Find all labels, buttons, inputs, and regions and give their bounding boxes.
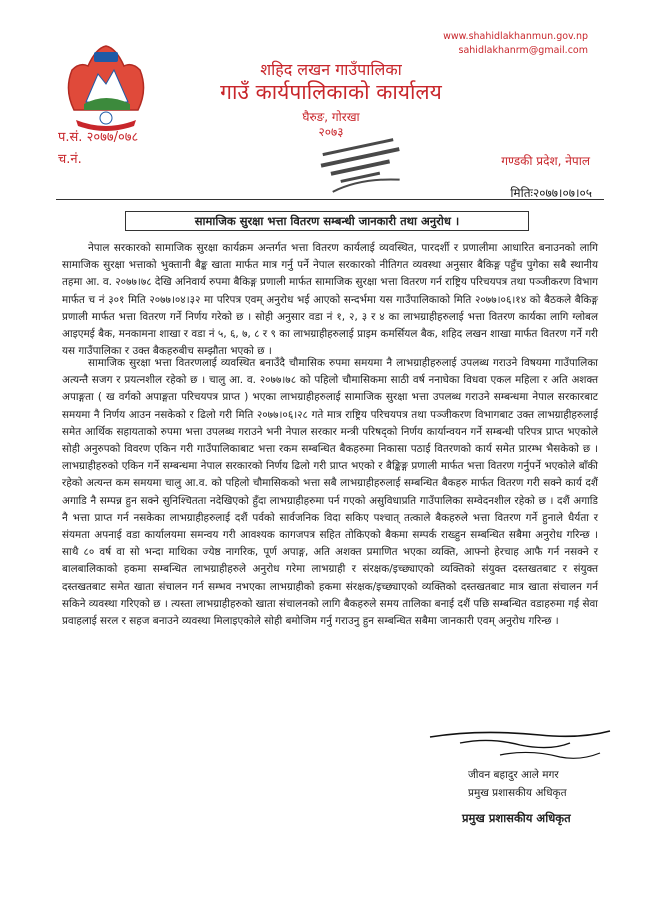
year-text: २०७३	[318, 125, 344, 139]
subject-box: सामाजिक सुरक्षा भत्ता वितरण सम्बन्धी जानकारी तथा अनुरोध ।	[125, 211, 529, 231]
signatory-stamp-title: प्रमुख प्रशासकीय अधिकृत	[462, 811, 571, 825]
province-name: गण्डकी प्रदेश, नेपाल	[501, 154, 590, 168]
office-stamp-icon	[318, 131, 408, 201]
org-name: शहिद लखन गाउँपालिका	[260, 60, 402, 79]
website-text: www.shahidlakhanmun.gov.np	[443, 31, 588, 42]
place-text: घैरुङ, गोरखा	[302, 110, 360, 124]
office-name: गाउँ कार्यपालिकाको कार्यालय	[220, 80, 442, 104]
handwritten-signature-icon	[420, 725, 620, 765]
body-paragraph-2: सामाजिक सुरक्षा भत्ता वितरणलाई व्यवस्थित बनाउँदै चौमासिक रुपमा समयमा नै लाभग्राहीहरुलाई उपलब्ध गराउने विषयमा गाउँपालिका अत्यन्तै सजग र प्रयत्नशील रहेको छ । चालु आ. व. २०७७।७८ को पहिलो चौमासिकमा साठी वर्ष ननाघेका विधवा एकल महिला र अति अशक्त अपाङ्गता ( ख वर्गको अपाङ्गता परिचयपत्र प्राप्त ) भएका लाभग्राहीहरुलाई सामाजिक सुरक्षा भत्ता उपलब्ध गराउने सम्बन्धमा नेपाल सरकारबाट समयमा नै निर्णय आउन नसकेको र ढिलो गरी मिति २०७७।०६।२८ गते मात्र राष्ट्रिय परिचयपत्र तथा पञ्जीकरण विभागबाट उक्त लाभग्राहीहरुलाई समेत आर्थिक सहायताको रुपमा भत्ता उपलब्ध गराउने भनी नेपाल सरकार मन्त्री परिषद्को निर्णय कार्यान्वयन गर्ने सम्बन्धी परिपत्र प्राप्त भएकोले सोही अनुरुपको विवरण एकिन गरी गाउँपालिकाबाट भत्ता रकम सम्बन्धित बैकहरुमा निकासा पठाई वितरणको कार्य समेत प्रारम्भ भैसकेको छ । लाभग्राहीहरुको एकिन गर्ने सम्बन्धमा नेपाल सरकारको निर्णय ढिलो गरी प्राप्त भएको र बैङ्किङ्ग प्रणाली मार्फत भत्ता वितरण गर्नुपर्ने भएकोले बाँकी रहेको अत्यन्त कम समयमा चालु आ.व. को पहिलो चौमासिकको भत्ता सबै लाभग्राहीहरुलाई सम्बन्धित बैकहरु मार्फत वितरण गरी सक्ने कार्य दशैं अगाडि नै सम्पन्न हुन सक्ने सुनिश्चितता नदेखिएको हुँदा लाभग्राहीहरुमा पर्न गएको असुविधाप्रति गाउँपालिका सम्वेदनशील रहेको छ । दशैं अगाडि नै भत्ता प्राप्त गर्न नसकेका लाभग्राहीहरुलाई दशैं पर्वको सार्वजनिक विदा सकिए पश्चात् तत्काले बैकहरुले भत्ता वितरण गर्ने हुनाले धैर्यता र संयमता अपनाई वडा कार्यालयमा समन्वय गरी आवश्यक कागजपत्र सहित तोकिएको बैकमा सम्पर्क राख्हुन सम्बन्धित सबैमा अनुरोध गरिन्छ । साथै ८० वर्ष वा सो भन्दा माथिका ज्येष्ठ नागरिक, पूर्ण अपाङ्ग, अति अशक्त प्रमाणित भएका व्यक्ति, आफ्नो हेरचाह आफै गर्न नसक्ने र बालबालिकाको हकमा सम्बन्धित लाभग्राहीहरुले अनुरोध गरेमा लाभग्राही र संरक्षक/इच्छ्याएको व्यक्तिको संयुक्त दस्तखतबाट र संयुक्त दस्तखतबाट समेत खाता संचालन गर्न सम्भव नभएका लाभग्राहीको हकमा संरक्षक/इच्छ्याएको व्यक्तिको दस्तखतबाट मात्र खाता संचालन गर्न सकिने व्यवस्था गरिएको छ । त्यस्ता लाभग्राहीहरुको खाता संचालनको लागि बैकहरुले समय तालिका बनाई दशैं पछि सम्बन्धित वडाहरुमा गई सेवा प्रवाहलाई सरल र सहज बनाउने व्यवस्था मिलाइएकोले सोही बमोजिम गर्नु गराउनु हुन सम्बन्धित सबैमा जानकारी एवम् अनुरोध गरिन्छ ।	[62, 357, 598, 628]
signatory-name: जीवन बहादुर आले मगर	[468, 769, 559, 781]
reference-number: प.सं. २०७७/०७८	[58, 130, 139, 145]
dispatch-number: च.नं.	[58, 152, 82, 167]
header-divider	[56, 199, 604, 200]
signatory-title: प्रमुख प्रशासकीय अधिकृत	[468, 787, 567, 799]
email-text: sahidlakhanrm@gmail.com	[458, 45, 588, 56]
contact-block	[443, 30, 588, 58]
letter-date: मितिः२०७७।०७।०५	[510, 186, 592, 200]
body-paragraph-1: नेपाल सरकारको सामाजिक सुरक्षा कार्यक्रम अन्तर्गत भत्ता वितरण कार्यलाई व्यवस्थित, पारदर्शी र प्रणालीमा आधारित बनाउनको लागि सामाजिक सुरक्षा भत्ताको भुक्तानी बैङ्क खाता मार्फत मात्र गर्नु पर्ने नेपाल सरकारको नीतिगत व्यवस्था अनुसार बैकिङ्ग पहुँच पुगेका सबै स्थानीय तहमा आ. व. २०७७।७८ देखि अनिवार्य रुपमा बैकिङ्ग प्रणाली मार्फत सामाजिक सुरक्षा भत्ता वितरण गर्न राष्ट्रिय परिचयपत्र तथा पञ्जीकरण विभाग मार्फत च नं ३०१ मिति २०७७।०४।३२ मा परिपत्र एवम् अनुरोध भई आएको सन्दर्भमा यस गाउँपालिकाको मिति २०७७।०६।१४ को बैठकले बैकिङ्ग प्रणाली मार्फत भत्ता वितरण गर्ने निर्णय गरेको छ । सोही अनुसार वडा नं १, २, ३ र ४ का लाभग्राहीहरुलाई भत्ता वितरण कार्यका लागि ग्लोबल आइएमई बैक, मनकामना शाखा र वडा नं ५, ६, ७, ८ र ९ का लाभग्राहीहरुलाई प्राइम कमर्सियल बैक, शहिद लखन शाखा मार्फत वितरण गर्ने गरी यस गाउँपालिका र उक्त बैकहरुबीच सम्झौता भएको छ ।	[62, 242, 598, 358]
